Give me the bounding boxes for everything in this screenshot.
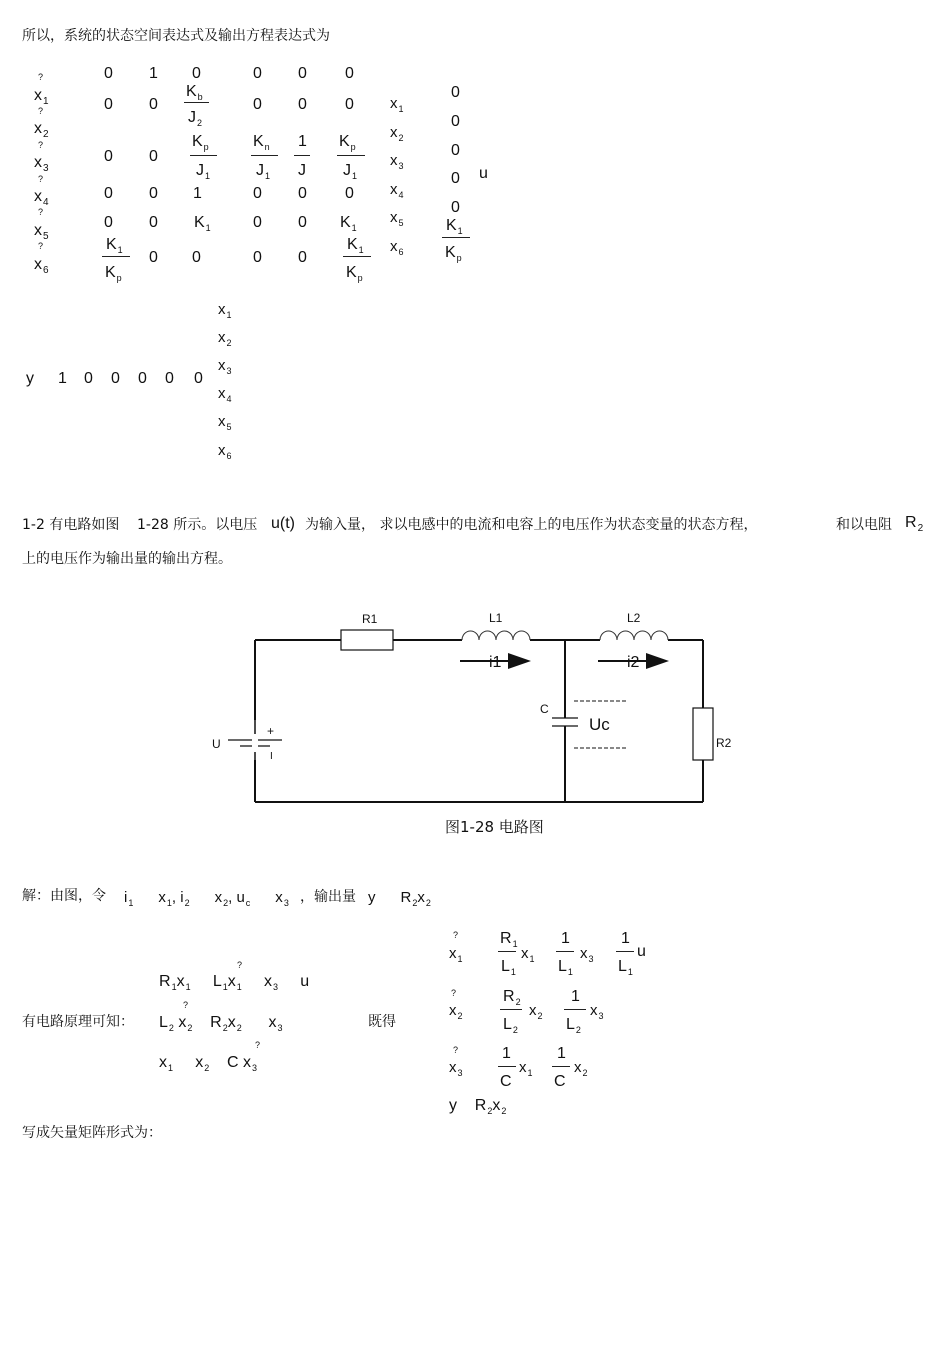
frac-den: $K_p$ [346, 264, 363, 283]
problem-r2: $R_2$ [905, 514, 924, 534]
frac-num: $K_b$ [186, 83, 203, 102]
frac-den: $K_p$ [445, 244, 462, 263]
a26: 0 [345, 96, 354, 113]
frac-num: $K_p$ [339, 133, 356, 152]
a46: 0 [345, 185, 354, 202]
hence-label: 既得 [368, 1014, 396, 1030]
frac-den: $L_1$ [618, 958, 633, 977]
out-x6: $x_6$ [218, 442, 232, 461]
state-x2: $x_2$ [390, 124, 404, 143]
a62: 0 [149, 249, 158, 266]
frac-num: $K_1$ [106, 236, 123, 255]
frac-den: $L_1$ [501, 958, 516, 977]
label-c: C [540, 702, 549, 716]
frac-bar [556, 951, 574, 952]
out-x4: $x_4$ [218, 385, 232, 404]
frac-den: $L_2$ [503, 1016, 518, 1035]
arrow-i1-icon [508, 653, 531, 669]
term: $x_2$ [574, 1059, 588, 1078]
a12: 1 [149, 65, 158, 82]
a25: 0 [298, 96, 307, 113]
solution-intro: 解：由图，令 [22, 888, 106, 904]
problem-text-c: 和以电阻 [836, 517, 892, 533]
frac-den: $J_1$ [196, 162, 211, 181]
b3: 0 [451, 142, 460, 159]
term: $x_1$ [521, 945, 535, 964]
circuit-eq-1: $R_1x_1$ $L_1x_1$ $x_3$ u [159, 973, 310, 992]
frac-num: 1 [571, 988, 580, 1005]
problem-text-fig: 1-28 所示。以电压 [137, 517, 258, 533]
frac-bar [616, 951, 634, 952]
problem-text-b: 为输入量， 求以电感中的电流和电容上的电压作为状态变量的状态方程， [305, 517, 758, 533]
frac-bar [500, 1009, 522, 1010]
a15: 0 [298, 65, 307, 82]
out-x3: $x_3$ [218, 357, 232, 376]
lhs-x3: $x_3$ [34, 154, 49, 174]
frac-num: $K_p$ [192, 133, 209, 152]
lhs-x4: $x_4$ [34, 188, 49, 208]
dot-mark: ? [38, 140, 44, 150]
final-line: 写成矢量矩阵形式为： [22, 1125, 162, 1141]
state-x3: $x_3$ [390, 152, 404, 171]
a13: 0 [192, 65, 201, 82]
frac-num: 1 [557, 1045, 566, 1062]
a14: 0 [253, 65, 262, 82]
a45: 0 [298, 185, 307, 202]
a64: 0 [253, 249, 262, 266]
frac-num: $K_1$ [347, 236, 364, 255]
b4: 0 [451, 170, 460, 187]
a55: 0 [298, 214, 307, 231]
a32: 0 [149, 148, 158, 165]
input-u: u [479, 165, 488, 182]
solution-defs: $i_1$ $x_1$, $i_2$ $x_2$, $u_c$ $x_3$ [124, 889, 289, 908]
label-uc: Uc [589, 715, 610, 734]
intro-line: 所以，系统的状态空间表达式及输出方程表达式为 [22, 28, 330, 44]
label-l2: L2 [627, 611, 641, 625]
frac-bar [498, 951, 516, 952]
dot-mark: ? [453, 930, 459, 940]
frac-bar [498, 1066, 516, 1067]
label-i2: i2 [627, 654, 640, 671]
a65: 0 [298, 249, 307, 266]
label-r2: R2 [716, 736, 732, 750]
term: $x_2$ [529, 1002, 543, 1021]
lhs-x6: $x_6$ [34, 256, 49, 276]
xdot1: $x_1$ [449, 945, 463, 964]
a21: 0 [104, 96, 113, 113]
a42: 0 [149, 185, 158, 202]
inductor-l1 [462, 631, 530, 640]
frac-bar [552, 1066, 570, 1067]
c6: 0 [194, 370, 203, 387]
lhs-x2: $x_2$ [34, 120, 49, 140]
arrow-i2-icon [646, 653, 669, 669]
a56: $K_1$ [340, 214, 357, 233]
frac-num: 1 [621, 930, 630, 947]
xdot3: $x_3$ [449, 1059, 463, 1078]
principle-label: 有电路原理可知： [22, 1014, 134, 1030]
capacitor-c [552, 718, 578, 726]
frac-bar [564, 1009, 586, 1010]
frac-num: $R_2$ [503, 988, 521, 1007]
circuit-eq-3: $x_1$ $x_2$ C $x_3$ [159, 1054, 258, 1073]
a43: 1 [193, 185, 202, 202]
term: $x_3$ [590, 1002, 604, 1021]
xdot2: $x_2$ [449, 1002, 463, 1021]
a51: 0 [104, 214, 113, 231]
dot-mark: ? [38, 72, 44, 82]
dot-mark: ? [38, 241, 44, 251]
label-plus: + [267, 724, 275, 738]
frac-num: $R_1$ [500, 930, 518, 949]
dot-mark: ? [38, 207, 44, 217]
figure-caption: 图1-28 电路图 [445, 818, 544, 836]
c3: 0 [111, 370, 120, 387]
a31: 0 [104, 148, 113, 165]
a11: 0 [104, 65, 113, 82]
a41: 0 [104, 185, 113, 202]
frac-num: 1 [502, 1045, 511, 1062]
a24: 0 [253, 96, 262, 113]
output-eq: y $R_2x_2$ [449, 1097, 507, 1116]
problem-u: u(t) [271, 515, 295, 532]
a53: $K_1$ [194, 214, 211, 233]
dot-mark: ? [183, 1000, 189, 1010]
label-l1: L1 [489, 611, 503, 625]
problem-text-a: 1-2 有电路如图 [22, 517, 120, 533]
out-x2: $x_2$ [218, 329, 232, 348]
frac-num: 1 [561, 930, 570, 947]
c5: 0 [165, 370, 174, 387]
state-x1: $x_1$ [390, 95, 404, 114]
frac-den: $J_1$ [256, 162, 271, 181]
dot-mark: ? [255, 1040, 261, 1050]
inductor-l2 [600, 631, 668, 640]
dot-mark: ? [453, 1045, 459, 1055]
term: $x_1$ [519, 1059, 533, 1078]
frac-den: $J_1$ [343, 162, 358, 181]
a52: 0 [149, 214, 158, 231]
a16: 0 [345, 65, 354, 82]
label-u: U [212, 737, 221, 751]
label-i1: i1 [489, 654, 502, 671]
state-x4: $x_4$ [390, 181, 404, 200]
frac-den: $L_2$ [566, 1016, 581, 1035]
problem-text-2: 上的电压作为输出量的输出方程。 [22, 551, 232, 567]
b2: 0 [451, 113, 460, 130]
state-x6: $x_6$ [390, 238, 404, 257]
c1: 1 [58, 370, 67, 387]
out-x1: $x_1$ [218, 301, 232, 320]
b5: 0 [451, 199, 460, 216]
resistor-r2 [693, 708, 713, 760]
resistor-r1 [341, 630, 393, 650]
lhs-x1: $x_1$ [34, 87, 49, 107]
b1: 0 [451, 84, 460, 101]
frac-num: $K_n$ [253, 133, 270, 152]
dot-mark: ? [237, 960, 243, 970]
a63: 0 [192, 249, 201, 266]
frac-den: J [298, 162, 306, 179]
frac-den: $K_p$ [105, 264, 122, 283]
dot-mark: ? [451, 988, 457, 998]
label-minus: I [270, 751, 273, 762]
term: $x_3$ [580, 945, 594, 964]
dot-mark: ? [38, 174, 44, 184]
label-r1: R1 [362, 612, 378, 626]
frac-den: C [554, 1073, 566, 1090]
frac-den: C [500, 1073, 512, 1090]
out-y: y [26, 370, 34, 387]
state-x5: $x_5$ [390, 209, 404, 228]
solution-output-y: y $R_2x_2$ [368, 889, 431, 908]
circuit-eq-2: $L_2$ $x_2$ $R_2x_2$ $x_3$ [159, 1014, 283, 1033]
a54: 0 [253, 214, 262, 231]
out-x5: $x_5$ [218, 413, 232, 432]
a44: 0 [253, 185, 262, 202]
frac-num: 1 [298, 133, 307, 150]
frac-den: $J_2$ [188, 109, 203, 128]
solution-output-label: ，输出量 [300, 889, 356, 905]
frac-den: $L_1$ [558, 958, 573, 977]
dot-mark: ? [38, 106, 44, 116]
lhs-x5: $x_5$ [34, 222, 49, 242]
a22: 0 [149, 96, 158, 113]
term: u [637, 943, 646, 960]
frac-num: $K_1$ [446, 217, 463, 236]
c2: 0 [84, 370, 93, 387]
c4: 0 [138, 370, 147, 387]
